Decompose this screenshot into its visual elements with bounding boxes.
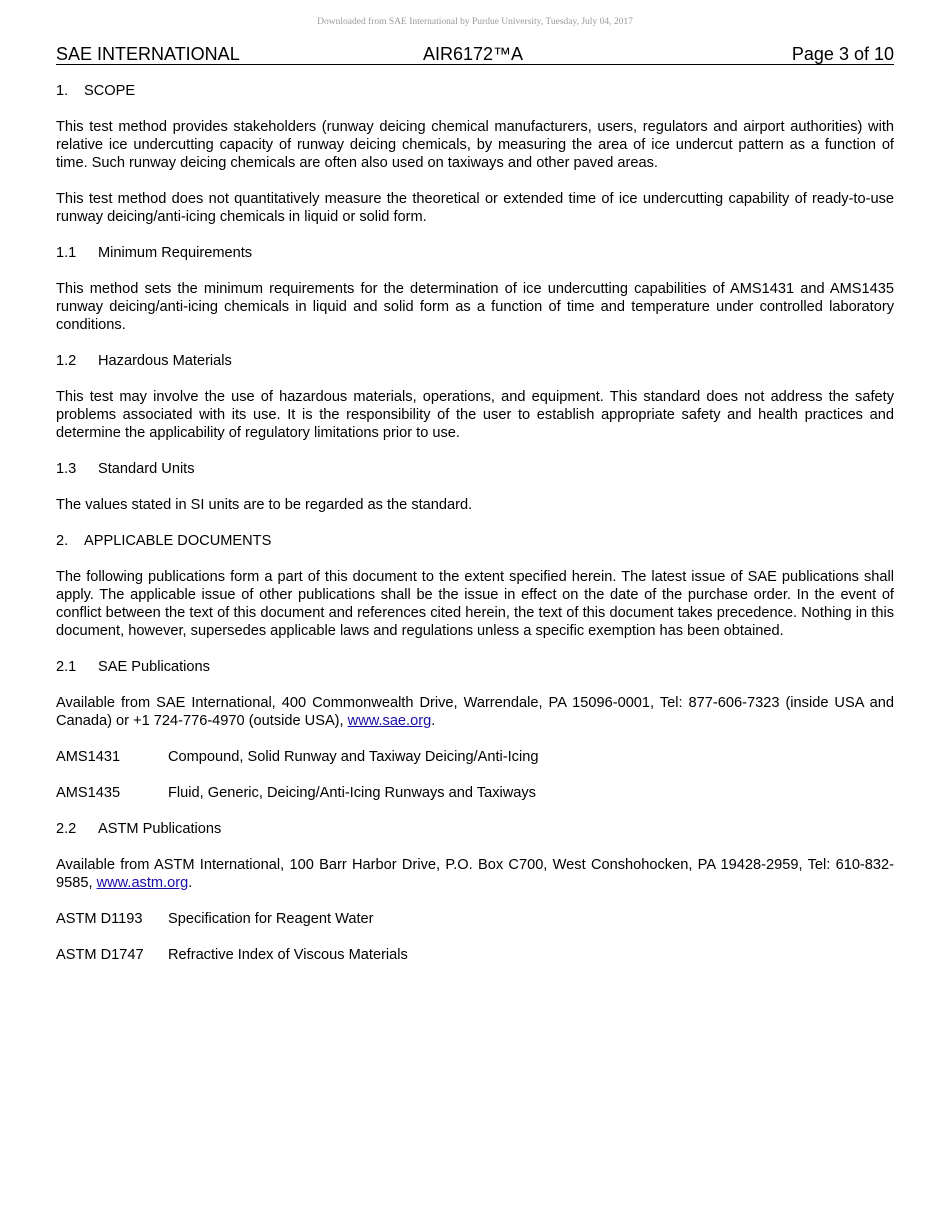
reference-code: ASTM D1747 <box>56 947 144 963</box>
header-org: SAE INTERNATIONAL <box>56 44 240 64</box>
section-title: SCOPE <box>84 83 136 99</box>
section-number: 2. <box>56 533 69 549</box>
minimum-requirements-paragraph: This method sets the minimum requirements for the determination of ice undercutting capabilities of AMS1431 and AMS1435 runway deicing/anti-icing chemicals in liquid and solid form as a function of time and temperature under controlled laboratory conditions. <box>56 281 894 333</box>
section-1-heading <box>56 82 894 100</box>
section-2-heading <box>56 532 894 550</box>
sae-availability-paragraph <box>56 694 894 730</box>
section-title: APPLICABLE DOCUMENTS <box>84 533 272 549</box>
standard-units-paragraph: The values stated in SI units are to be regarded as the standard. <box>56 497 473 513</box>
section-title: SAE Publications <box>98 659 210 675</box>
astm-availability-paragraph <box>56 856 894 892</box>
reference-title: Fluid, Generic, Deicing/Anti-Icing Runways and Taxiways <box>168 785 536 801</box>
section-1-3-heading <box>56 460 894 478</box>
section-number: 1.1 <box>56 245 77 261</box>
reference-code: AMS1435 <box>56 785 121 801</box>
section-number: 2.1 <box>56 659 77 675</box>
scope-paragraph-2: This test method does not quantitatively measure the theoretical or extended time of ice undercutting capability of ready-to-use runway deicing/anti-icing chemicals in liquid or solid form. <box>56 191 894 225</box>
period: . <box>431 713 436 729</box>
reference-ams1431 <box>56 748 894 766</box>
download-watermark: Downloaded from SAE International by Purdue University, Tuesday, July 04, 2017 <box>317 17 633 27</box>
reference-ams1435 <box>56 784 894 802</box>
section-number: 1.2 <box>56 353 77 369</box>
document-body <box>56 82 894 982</box>
section-1-1-heading <box>56 244 894 262</box>
reference-title: Specification for Reagent Water <box>168 911 374 927</box>
scope-paragraph-1: This test method provides stakeholders (runway deicing chemical manufacturers, users, regulators and airport authorities) with relative ice undercutting capacity of runway deicing chemicals, by measuring the area of ice undercut pattern as a function of time. Such runway deicing chemicals are often also used on taxiways and other paved areas. <box>56 119 894 171</box>
astm-availability-text: Available from ASTM International, 100 Barr Harbor Drive, P.O. Box C700, West Conshohocken, PA 19428-2959, Tel: 610-832-9585, <box>56 857 894 891</box>
section-title: Hazardous Materials <box>98 353 232 369</box>
header-doc-id: AIR6172™A <box>423 44 524 64</box>
reference-code: AMS1431 <box>56 749 121 765</box>
section-title: ASTM Publications <box>98 821 222 837</box>
section-number: 1. <box>56 83 69 99</box>
sae-website-link[interactable]: www.sae.org <box>347 713 432 729</box>
applicable-documents-paragraph: The following publications form a part of this document to the extent specified herein. The latest issue of SAE publications shall apply. The applicable issue of other publications shall be the issue in effect on the date of the purchase order. In the event of conflict between the text of this document and references cited herein, the text of this document takes precedence. Nothing in this document, however, supersedes applicable laws and regulations unless a specific exemption has been obtained. <box>56 569 894 639</box>
section-number: 2.2 <box>56 821 77 837</box>
period: . <box>188 875 193 891</box>
reference-title: Refractive Index of Viscous Materials <box>168 947 408 963</box>
page-header <box>56 44 894 65</box>
section-2-2-heading <box>56 820 894 838</box>
reference-title: Compound, Solid Runway and Taxiway Deicing/Anti-Icing <box>168 749 539 765</box>
reference-astm-d1193 <box>56 910 894 928</box>
hazardous-materials-paragraph: This test may involve the use of hazardous materials, operations, and equipment. This standard does not address the safety problems associated with its use. It is the responsibility of the user to establish appropriate safety and health practices and determine the applicability of regulatory limitations prior to use. <box>56 389 894 441</box>
astm-website-link[interactable]: www.astm.org <box>96 875 189 891</box>
reference-astm-d1747 <box>56 946 894 964</box>
sae-availability-text: Available from SAE International, 400 Commonwealth Drive, Warrendale, PA 15096-0001, Tel: 877-606-7323 (inside USA and Canada) or +1 724-776-4970 (outside USA), <box>56 695 894 729</box>
section-title: Standard Units <box>98 461 195 477</box>
reference-code: ASTM D1193 <box>56 911 143 927</box>
section-number: 1.3 <box>56 461 77 477</box>
section-1-2-heading <box>56 352 894 370</box>
section-title: Minimum Requirements <box>98 245 253 261</box>
header-page-number: Page 3 of 10 <box>791 44 894 64</box>
section-2-1-heading <box>56 658 894 676</box>
